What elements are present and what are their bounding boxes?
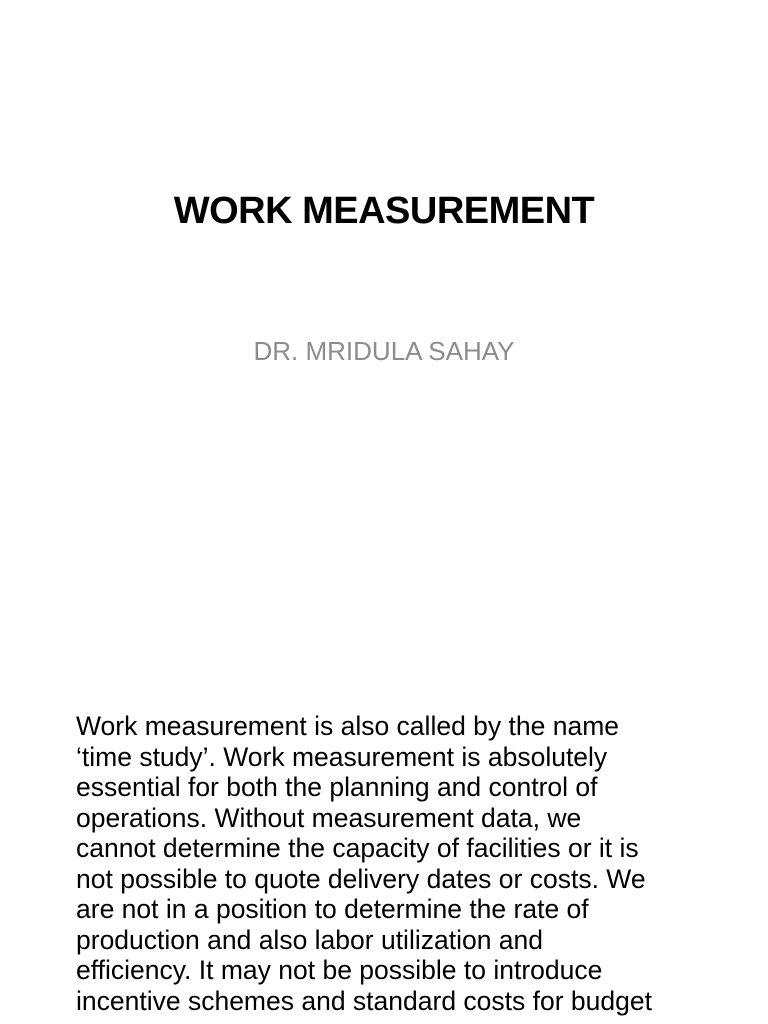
body-line: not possible to quote delivery dates or costs. We [76,863,646,894]
slide-subtitle-author: DR. MRIDULA SAHAY [253,336,515,366]
body-line: operations. Without measurement data, we [76,802,582,833]
slide-body-text [76,711,726,1016]
body-line: efficiency. It may not be possible to introduce [76,955,603,985]
body-line: production and also labor utilization and [76,924,544,955]
body-line: essential for both the planning and control of [76,772,598,802]
body-line: are not in a position to determine the rate of [76,894,589,924]
body-line: cannot determine the capacity of facilities or it is [76,833,639,863]
body-line: ‘time study’. Work measurement is absolutely [76,741,608,772]
body-line: Work measurement is also called by the name [76,711,620,741]
body-line: incentive schemes and standard costs for budget [76,985,652,1016]
slide-title: WORK MEASUREMENT [173,190,595,232]
